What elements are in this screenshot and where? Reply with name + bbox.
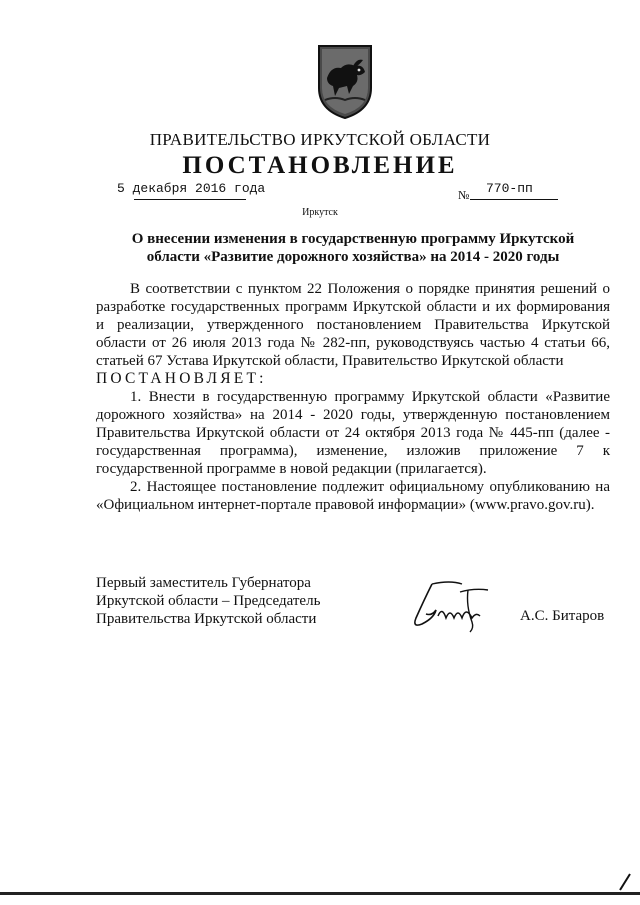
coat-of-arms-emblem — [313, 42, 377, 120]
government-name: ПРАВИТЕЛЬСТВО ИРКУТСКОЙ ОБЛАСТИ — [149, 130, 491, 149]
heading-line-1: О внесении изменения в государственную программу Иркутской — [131, 231, 575, 247]
number-underline — [470, 199, 558, 200]
document-date: 5 декабря 2016 года — [117, 181, 266, 196]
preamble-paragraph: В соответствии с пунктом 22 Положения о порядке принятия решений о разработке государственных программ Иркутской области и их формирования и реализации, утвержденного постановлением Правительства Иркутской области от 26 июля 2013 года № 282-пп, руководствуясь частью 4 статьи 66, статьей 67 Устава Иркутской области, Правительство Иркутской области — [96, 281, 610, 369]
document-body — [96, 280, 610, 514]
resolution-keyword: ПОСТАНОВЛЯЕТ: — [96, 370, 267, 387]
item-1-paragraph: 1. Внести в государственную программу Иркутской области «Развитие дорожного хозяйства» на 2014 - 2020 годы, утвержденную постановлением Правительства Иркутской области от 24 октября 2013 года № 445-пп (далее - государственная программа), изменение, изложив приложение 7 к государственной программе в новой редакции (прилагается). — [96, 389, 610, 477]
item-2-paragraph: 2. Настоящее постановление подлежит официальному опубликованию на «Официальном интернет-портале правовой информации» (www.pravo.gov.ru). — [96, 479, 610, 513]
signatory-position-line-1: Первый заместитель Губернатора — [96, 575, 311, 591]
signatory-position — [96, 574, 320, 628]
document-number: 770-пп — [486, 181, 533, 196]
number-sign: № — [458, 188, 470, 202]
document-heading — [96, 230, 610, 266]
heading-line-2: области «Развитие дорожного хозяйства» на 2014 - 2020 годы — [146, 249, 560, 265]
scan-bottom-edge — [0, 892, 640, 895]
signatory-position-line-3: Правительства Иркутской области — [96, 611, 317, 627]
signatory-position-line-2: Иркутской области – Председатель — [96, 593, 321, 609]
date-underline — [134, 199, 246, 200]
city-name: Иркутск — [302, 207, 338, 218]
scan-corner-mark — [618, 872, 632, 892]
document-type-title: ПОСТАНОВЛЕНИЕ — [182, 152, 458, 179]
signatory-name: А.С. Битаров — [520, 608, 605, 624]
handwritten-signature — [402, 578, 514, 634]
